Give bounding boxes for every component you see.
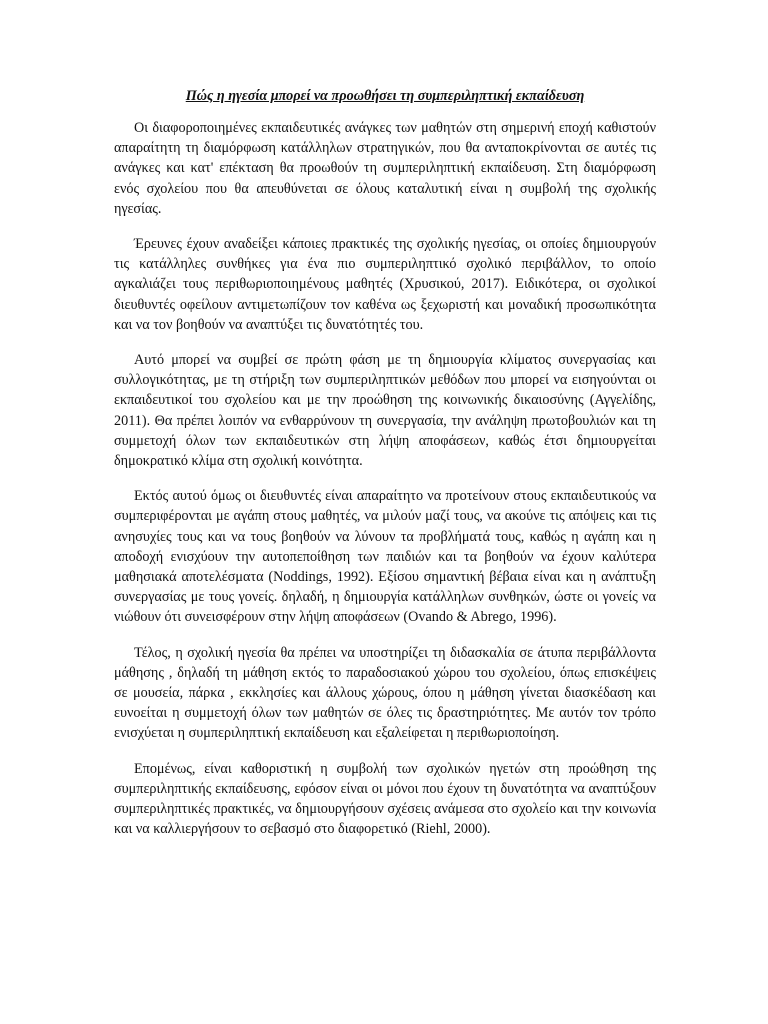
paragraph-4: Εκτός αυτού όμως οι διευθυντές είναι απαραίτητο να προτείνουν στους εκπαιδευτικούς να συμπεριφέρονται με αγάπη στους μαθητές, να μιλούν μαζί τους, να ακούνε τις απόψεις και τις ανησυχίες τους και να τους βοηθούν να λύνουν τα προβλήματά τους, καθώς η αγάπη και η αποδοχή ενισχύουν την αυτοπεποίθηση των παιδιών και τα βοηθούν να έχουν καλύτερα μαθησιακά αποτελέσματα (Noddings, 1992). Εξίσου σημαντική βέβαια είναι και η ανάπτυξη συνεργασίας με τους γονείς. δηλαδή, η δημιουργία κατάλληλων συνθηκών, ώστε οι γονείς να νιώθουν ότι συνεισφέρουν στην λήψη αποφάσεων (Ovando & Abrego, 1996). [114, 488, 656, 626]
paragraph-1: Οι διαφοροποιημένες εκπαιδευτικές ανάγκες των μαθητών στη σημερινή εποχή καθιστούν απαραίτητη τη διαμόρφωση κατάλληλων στρατηγικών, που θα ανταποκρίνονται σε αυτές τις ανάγκες και κατ' επέκταση θα προωθούν τη συμπεριληπτική εκπαίδευση. Στη διαμόρφωση ενός σχολείου που θα απευθύνεται σε όλους καταλυτική είναι η συμβολή της σχολικής ηγεσίας. [114, 120, 656, 217]
paragraph-3: Αυτό μπορεί να συμβεί σε πρώτη φάση με τη δημιουργία κλίματος συνεργασίας και συλλογικότητας, με τη στήριξη των συμπεριληπτικών μεθόδων που μπορεί να εισηγούνται οι εκπαιδευτικοί του σχολείου και με την προώθηση της κοινωνικής δικαιοσύνης (Αγγελίδης, 2011). Θα πρέπει λοιπόν να ενθαρρύνουν τη συνεργασία, την ανάληψη πρωτοβουλιών και τη συμμετοχή όλων των εκπαιδευτικών στη λήψη αποφάσεων, καθώς έτσι δημιουργείται δημοκρατικό κλίμα στη σχολική κοινότητα. [114, 352, 656, 470]
paragraph-2: Έρευνες έχουν αναδείξει κάποιες πρακτικές της σχολικής ηγεσίας, οι οποίες δημιουργούν τις κατάλληλες συνθήκες για ένα πιο συμπεριληπτικό σχολικό περιβάλλον, το οποίο αγκαλιάζει τους περιθωριοποιημένους μαθητές (Χρυσικού, 2017). Ειδικότερα, οι σχολικοί διευθυντές οφείλουν αντιμετωπίζουν τον καθένα ως ξεχωριστή και μοναδική προσωπικότητα και να τον βοηθούν να αναπτύξει τις δυνατότητές του. [114, 236, 656, 333]
document-title: Πώς η ηγεσία μπορεί να προωθήσει τη συμπεριληπτική εκπαίδευση [185, 88, 585, 104]
paragraph-5: Τέλος, η σχολική ηγεσία θα πρέπει να υποστηρίζει τη διδασκαλία σε άτυπα περιβάλλοντα μάθησης , δηλαδή τη μάθηση εκτός το παραδοσιακού χώρου του σχολείου, όπως επισκέψεις σε μουσεία, πάρκα , εκκλησίες και άλλους χώρους, όπου η μάθηση γίνεται διασκέδαση και ευνοείται η συμμετοχή όλων των μαθητών σε όλες τις δραστηριότητες. Με αυτόν τον τρόπο ενισχύεται η συμπεριληπτική εκπαίδευση και εξαλείφεται η περιθωριοποίηση. [114, 644, 656, 742]
paragraph-6: Επομένως, είναι καθοριστική η συμβολή των σχολικών ηγετών στη προώθηση της συμπεριληπτικής εκπαίδευσης, εφόσον είναι οι μόνοι που έχουν τη δυνατότητα να αναπτύξουν συμπεριληπτικές πρακτικές, να δημιουργήσουν σχέσεις ανάμεσα στο σχολείο και την κοινωνία και να καλλιεργήσουν το σεβασμό στο διαφορετικό (Riehl, 2000). [114, 760, 656, 838]
